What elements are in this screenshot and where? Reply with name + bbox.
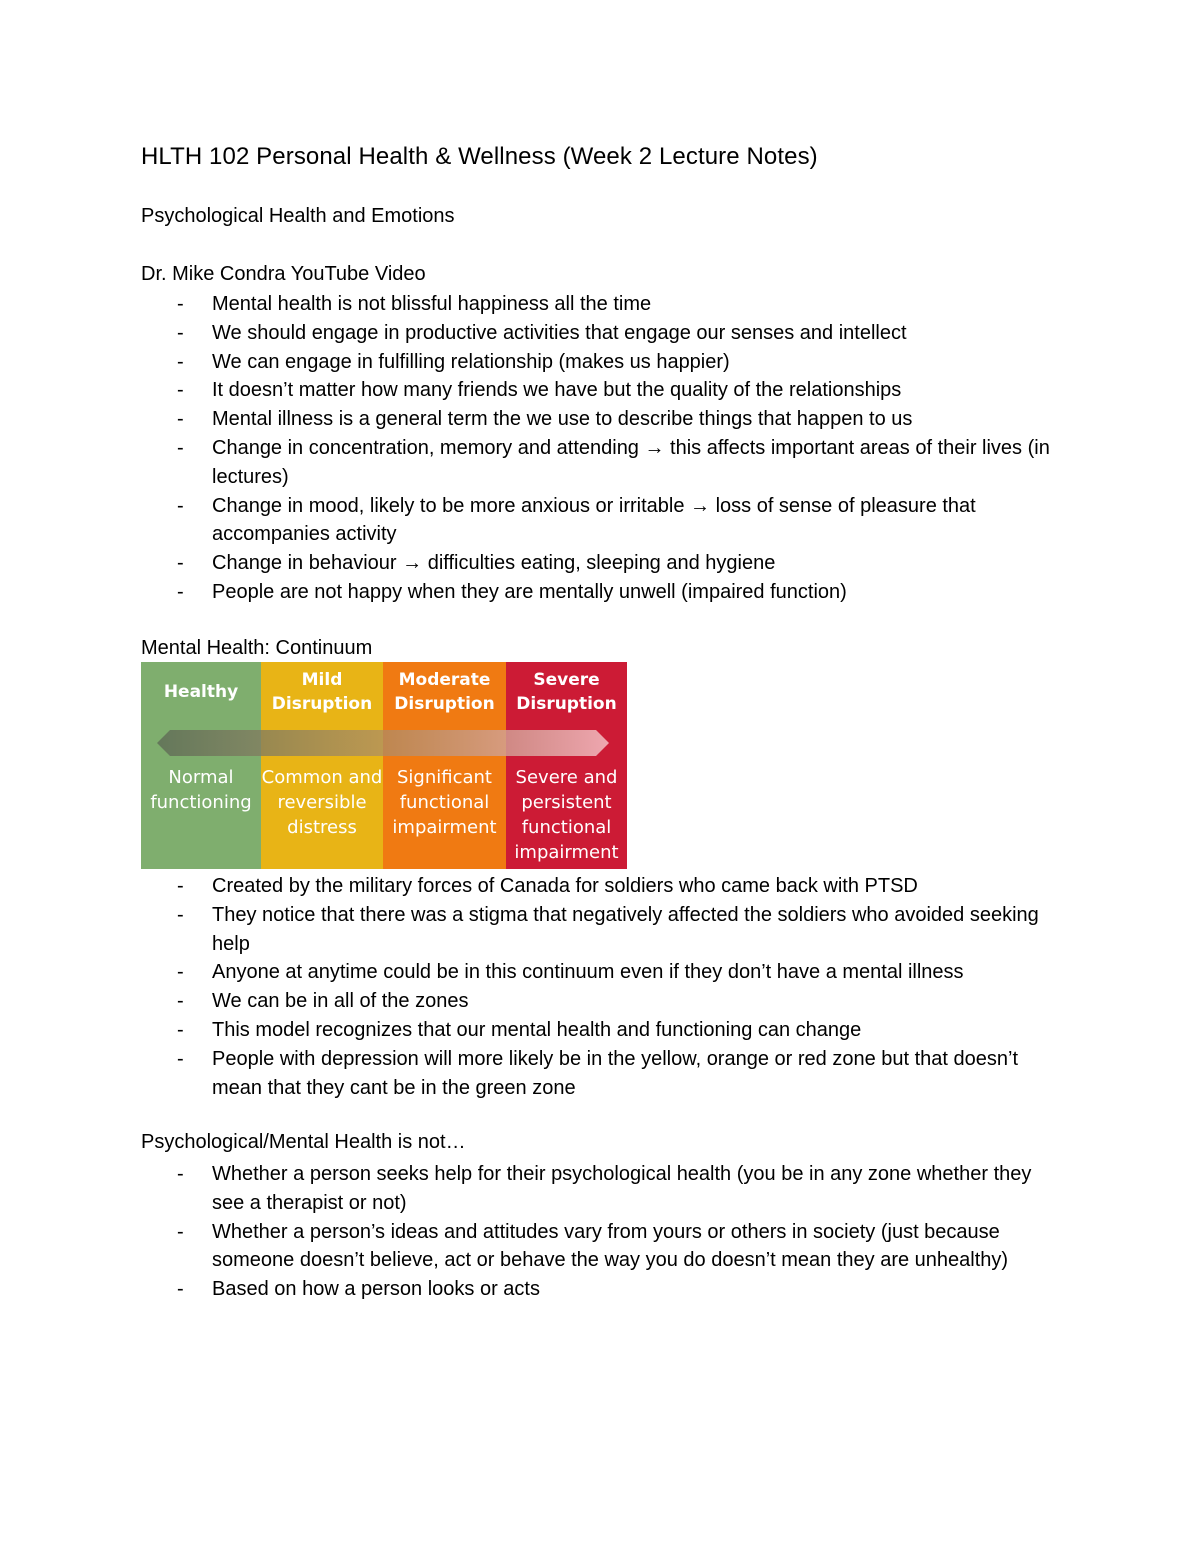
not-list bbox=[141, 1160, 1061, 1304]
list-item: - Based on how a person looks or acts bbox=[141, 1275, 1061, 1304]
list-item: - Change in behaviour → difficulties eating, sleeping and hygiene bbox=[141, 549, 1061, 578]
list-item: - It doesn’t matter how many friends we have but the quality of the relationships bbox=[141, 376, 1061, 405]
video-subheading: Dr. Mike Condra YouTube Video bbox=[141, 263, 426, 285]
list-item: - Mental illness is a general term the we use to describe things that happen to us bbox=[141, 405, 1061, 434]
list-item: - Anyone at anytime could be in this continuum even if they don’t have a mental illness bbox=[141, 958, 1061, 987]
section-heading-not: Psychological/Mental Health is not… bbox=[141, 1131, 466, 1153]
continuum-notes-list bbox=[141, 872, 1061, 1102]
section-heading-continuum: Mental Health: Continuum bbox=[141, 637, 373, 659]
zone-description: Normal functioning bbox=[150, 767, 252, 813]
page-title: HLTH 102 Personal Health & Wellness (Week 2 Lecture Notes) bbox=[141, 143, 818, 170]
zone-title: Healthy bbox=[163, 682, 239, 702]
zone-mild-disruption bbox=[261, 662, 383, 869]
list-item: - We should engage in productive activities that engage our senses and intellect bbox=[141, 319, 1061, 348]
section-heading-psychological-health: Psychological Health and Emotions bbox=[141, 205, 455, 227]
zone-healthy bbox=[141, 662, 261, 869]
list-item: - We can be in all of the zones bbox=[141, 987, 1061, 1016]
list-item: - We can engage in fulfilling relationship (makes us happier) bbox=[141, 348, 1061, 377]
zone-description: Significant functional impairment bbox=[392, 767, 497, 838]
zone-title: Mild Disruption bbox=[271, 670, 373, 714]
list-item: - Change in concentration, memory and attending → this affects important areas of their lives (in lectures) bbox=[141, 434, 1061, 492]
zone-severe-disruption bbox=[506, 662, 627, 869]
zone-description: Severe and persistent functional impairment bbox=[514, 767, 619, 863]
list-item: - People with depression will more likely be in the yellow, orange or red zone but that doesn’t mean that they cant be in the green zone bbox=[141, 1045, 1061, 1103]
double-arrow-icon bbox=[157, 730, 609, 756]
list-item: - This model recognizes that our mental health and functioning can change bbox=[141, 1016, 1061, 1045]
list-item: - Change in mood, likely to be more anxious or irritable → loss of sense of pleasure that accompanies activity bbox=[141, 492, 1061, 550]
zone-description: Common and reversible distress bbox=[261, 767, 383, 838]
list-item: - Created by the military forces of Canada for soldiers who came back with PTSD bbox=[141, 872, 1061, 901]
list-item: - They notice that there was a stigma that negatively affected the soldiers who avoided seeking help bbox=[141, 901, 1061, 959]
zone-title: Severe Disruption bbox=[516, 670, 617, 714]
video-notes-list bbox=[141, 290, 1061, 607]
mental-health-continuum-graphic bbox=[141, 662, 627, 869]
zone-title: Moderate Disruption bbox=[394, 670, 495, 714]
zone-moderate-disruption bbox=[383, 662, 506, 869]
list-item: - People are not happy when they are mentally unwell (impaired function) bbox=[141, 578, 1061, 607]
list-item: - Whether a person’s ideas and attitudes vary from yours or others in society (just because someone doesn’t believe, act or behave the way you do doesn’t mean they are unhealthy) bbox=[141, 1218, 1061, 1276]
list-item: - Whether a person seeks help for their psychological health (you be in any zone whether they see a therapist or not) bbox=[141, 1160, 1061, 1218]
list-item: - Mental health is not blissful happiness all the time bbox=[141, 290, 1061, 319]
